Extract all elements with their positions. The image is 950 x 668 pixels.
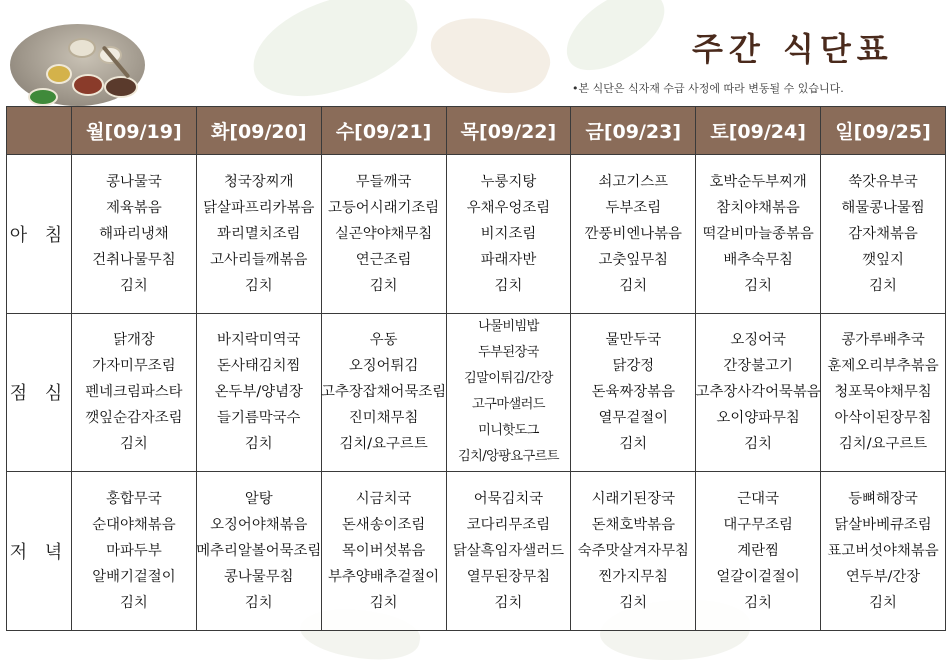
menu-item: 돈사태김치찜 — [217, 358, 301, 375]
menu-item: 두부된장국 — [478, 345, 539, 361]
menu-cell — [446, 472, 571, 631]
menu-item: 건취나물무침 — [92, 251, 176, 268]
menu-items — [696, 314, 820, 472]
day-header: 수[09/21] — [321, 107, 446, 155]
menu-items — [72, 155, 196, 313]
menu-cell — [696, 313, 821, 472]
menu-item: 콩나물국 — [106, 173, 162, 190]
menu-item: 쑥갓유부국 — [848, 173, 918, 190]
day-header: 토[09/24] — [696, 107, 821, 155]
menu-item: 청국장찌개 — [224, 173, 294, 190]
menu-cell — [72, 472, 197, 631]
menu-items — [821, 472, 945, 630]
menu-item: 연근조림 — [355, 251, 412, 268]
menu-cell — [821, 313, 946, 472]
menu-items — [322, 155, 446, 313]
menu-item: 김치 — [244, 277, 273, 294]
menu-item: 김치/앙팡요구르트 — [457, 449, 559, 465]
menu-items — [197, 155, 321, 313]
menu-item: 열무겉절이 — [598, 410, 669, 427]
menu-item: 메추리알볼어묵조림 — [196, 543, 322, 560]
menu-item: 알배기겉절이 — [92, 569, 176, 586]
menu-item: 깻잎지 — [862, 251, 904, 268]
menu-item: 김치 — [120, 595, 148, 612]
menu-item: 파래자반 — [480, 251, 537, 268]
menu-items — [821, 155, 945, 313]
menu-cell — [321, 313, 446, 472]
menu-item: 가자미무조림 — [92, 358, 176, 375]
menu-item: 훈제오리부추볶음 — [827, 358, 939, 375]
menu-item: 닭개장 — [113, 332, 155, 349]
menu-item: 표고버섯야채볶음 — [827, 543, 939, 560]
menu-item: 찐가지무침 — [598, 569, 669, 586]
menu-item: 나물비빔밥 — [478, 319, 539, 335]
menu-item: 해물콩나물찜 — [841, 199, 925, 216]
menu-cell — [446, 313, 571, 472]
menu-item: 콩가루배추국 — [841, 332, 925, 349]
menu-item: 청포묵야채무침 — [834, 384, 932, 401]
menu-item: 닭강정 — [612, 358, 655, 375]
menu-items — [821, 314, 945, 472]
menu-items — [571, 472, 695, 630]
menu-item: 물만두국 — [605, 332, 662, 349]
menu-item: 대구무조림 — [723, 517, 793, 534]
day-header: 월[09/19] — [72, 107, 197, 155]
menu-items — [571, 314, 695, 472]
menu-cell — [696, 472, 821, 631]
menu-item: 시금치국 — [355, 491, 412, 508]
day-header: 목[09/22] — [446, 107, 571, 155]
menu-item: 돈새송이조림 — [341, 517, 426, 534]
menu-item: 해파리냉채 — [99, 225, 169, 242]
menu-item: 우채우엉조림 — [466, 199, 551, 216]
menu-cell — [446, 155, 571, 314]
menu-item: 마파두부 — [106, 543, 162, 560]
menu-items — [696, 155, 820, 313]
menu-item: 김치 — [494, 595, 523, 612]
menu-item: 연두부/간장 — [845, 569, 921, 586]
side-dish — [72, 74, 104, 96]
menu-item: 떡갈비마늘종볶음 — [702, 225, 814, 242]
meal-label: 저 녁 — [7, 472, 72, 631]
menu-item: 김치 — [869, 595, 897, 612]
meal-label: 점 심 — [7, 313, 72, 472]
menu-item: 얼갈이겉절이 — [716, 569, 800, 586]
menu-item: 실곤약야채무침 — [334, 225, 433, 242]
side-dish — [104, 76, 138, 98]
menu-cell — [321, 472, 446, 631]
menu-item: 코다리무조림 — [466, 517, 551, 534]
weekly-menu-table — [6, 106, 946, 631]
menu-item: 참치야채볶음 — [716, 199, 800, 216]
notice-text: •본 식단은 식자재 수급 사정에 따라 변동될 수 있습니다. — [572, 82, 844, 95]
side-dish — [28, 88, 58, 106]
menu-item: 들기름막국수 — [217, 410, 301, 427]
menu-cell — [72, 313, 197, 472]
menu-item: 깻잎순감자조림 — [85, 410, 183, 427]
menu-item: 김치 — [244, 436, 273, 453]
menu-item: 등뼈해장국 — [848, 491, 918, 508]
menu-cell — [571, 313, 696, 472]
menu-item: 오이양파무침 — [716, 410, 800, 427]
menu-items — [447, 155, 571, 313]
menu-item: 김치 — [744, 277, 773, 294]
menu-item: 순대야채볶음 — [92, 517, 176, 534]
menu-item: 숙주맛살겨자무침 — [577, 543, 689, 560]
tray — [10, 24, 145, 106]
side-dish — [46, 64, 72, 84]
background-leaf — [422, 2, 559, 109]
menu-cell — [696, 155, 821, 314]
menu-item: 알탕 — [244, 491, 273, 508]
menu-items — [322, 314, 446, 472]
header-row — [7, 107, 946, 155]
menu-cell — [821, 472, 946, 631]
menu-item: 누룽지탕 — [480, 173, 537, 190]
menu-items — [447, 472, 571, 630]
menu-items — [571, 155, 695, 313]
menu-item: 김치 — [244, 595, 273, 612]
menu-items — [447, 314, 571, 472]
menu-item: 목이버섯볶음 — [341, 543, 426, 560]
menu-cell — [196, 472, 321, 631]
menu-item: 김치 — [369, 277, 398, 294]
food-tray-image — [0, 18, 150, 108]
menu-item: 시래기된장국 — [591, 491, 675, 508]
menu-item: 부추양배추겉절이 — [328, 569, 440, 586]
menu-item: 오징어국 — [730, 332, 786, 349]
menu-cell — [321, 155, 446, 314]
menu-item: 김치 — [744, 436, 773, 453]
menu-item: 미니핫도그 — [478, 423, 539, 439]
menu-item: 간장불고기 — [723, 358, 793, 375]
meal-row — [7, 313, 946, 472]
menu-item: 김말이튀김/간장 — [464, 371, 553, 387]
menu-item: 배추숙무침 — [723, 251, 793, 268]
menu-item: 펜네크림파스타 — [85, 384, 183, 401]
menu-item: 우동 — [369, 332, 398, 349]
menu-cell — [571, 155, 696, 314]
menu-cell — [196, 313, 321, 472]
menu-cell — [72, 155, 197, 314]
menu-item: 김치/요구르트 — [838, 436, 928, 453]
menu-items — [322, 472, 446, 630]
menu-item: 김치 — [369, 595, 398, 612]
menu-item: 닭살파프리카볶음 — [203, 199, 315, 216]
menu-item: 돈육짜장볶음 — [591, 384, 675, 401]
menu-item: 오징어야채볶음 — [210, 517, 308, 534]
day-header: 금[09/23] — [571, 107, 696, 155]
menu-item: 김치/요구르트 — [339, 436, 428, 453]
menu-items — [72, 314, 196, 472]
menu-cell — [571, 472, 696, 631]
menu-item: 계란찜 — [737, 543, 779, 560]
menu-item: 감자채볶음 — [848, 225, 918, 242]
side-dish — [68, 38, 96, 58]
menu-item: 김치 — [120, 436, 148, 453]
menu-item: 돈채호박볶음 — [591, 517, 675, 534]
day-header: 화[09/20] — [196, 107, 321, 155]
menu-item: 오징어튀김 — [348, 358, 419, 375]
menu-item: 닭살바베큐조림 — [834, 517, 932, 534]
menu-item: 고등어시래기조림 — [328, 199, 440, 216]
menu-cell — [196, 155, 321, 314]
menu-items — [72, 472, 196, 630]
menu-items — [197, 472, 321, 630]
corner-cell — [7, 107, 72, 155]
background-leaf — [552, 0, 677, 83]
menu-item: 바지락미역국 — [217, 332, 301, 349]
menu-item: 두부조림 — [605, 199, 662, 216]
menu-item: 콩나물무침 — [224, 569, 294, 586]
menu-item: 김치 — [869, 277, 897, 294]
background-leaf — [241, 0, 429, 110]
menu-item: 제육볶음 — [106, 199, 162, 216]
menu-item: 고구마샐러드 — [472, 397, 545, 413]
menu-item: 온두부/양념장 — [214, 384, 303, 401]
meal-label: 아 침 — [7, 155, 72, 314]
page-title: 주간 식단표 — [692, 30, 894, 68]
menu-item: 고춧잎무침 — [598, 251, 669, 268]
menu-item: 김치 — [619, 277, 648, 294]
menu-item: 김치 — [744, 595, 773, 612]
menu-item: 깐풍비엔나볶음 — [584, 225, 682, 242]
menu-item: 닭살흑임자샐러드 — [452, 543, 565, 560]
menu-item: 꽈리멸치조림 — [217, 225, 301, 242]
menu-cell — [821, 155, 946, 314]
menu-items — [197, 314, 321, 472]
menu-item: 고추장잡채어묵조림 — [321, 384, 447, 401]
meal-row — [7, 472, 946, 631]
menu-item: 아삭이된장무침 — [834, 410, 932, 427]
day-header: 일[09/25] — [821, 107, 946, 155]
meal-row — [7, 155, 946, 314]
menu-item: 김치 — [619, 595, 648, 612]
menu-item: 홍합무국 — [106, 491, 162, 508]
menu-item: 열무된장무침 — [466, 569, 551, 586]
menu-item: 어묵김치국 — [473, 491, 544, 508]
menu-item: 쇠고기스프 — [598, 173, 669, 190]
menu-item: 고사리들깨볶음 — [210, 251, 308, 268]
menu-item: 호박순두부찌개 — [709, 173, 807, 190]
menu-item: 비지조림 — [480, 225, 537, 242]
menu-item: 무들깨국 — [355, 173, 412, 190]
menu-items — [696, 472, 820, 630]
menu-item: 고추장사각어묵볶음 — [695, 384, 821, 401]
menu-item: 진미채무침 — [348, 410, 419, 427]
menu-item: 김치 — [494, 277, 523, 294]
menu-item: 근대국 — [737, 491, 779, 508]
menu-item: 김치 — [619, 436, 648, 453]
menu-item: 김치 — [120, 277, 148, 294]
